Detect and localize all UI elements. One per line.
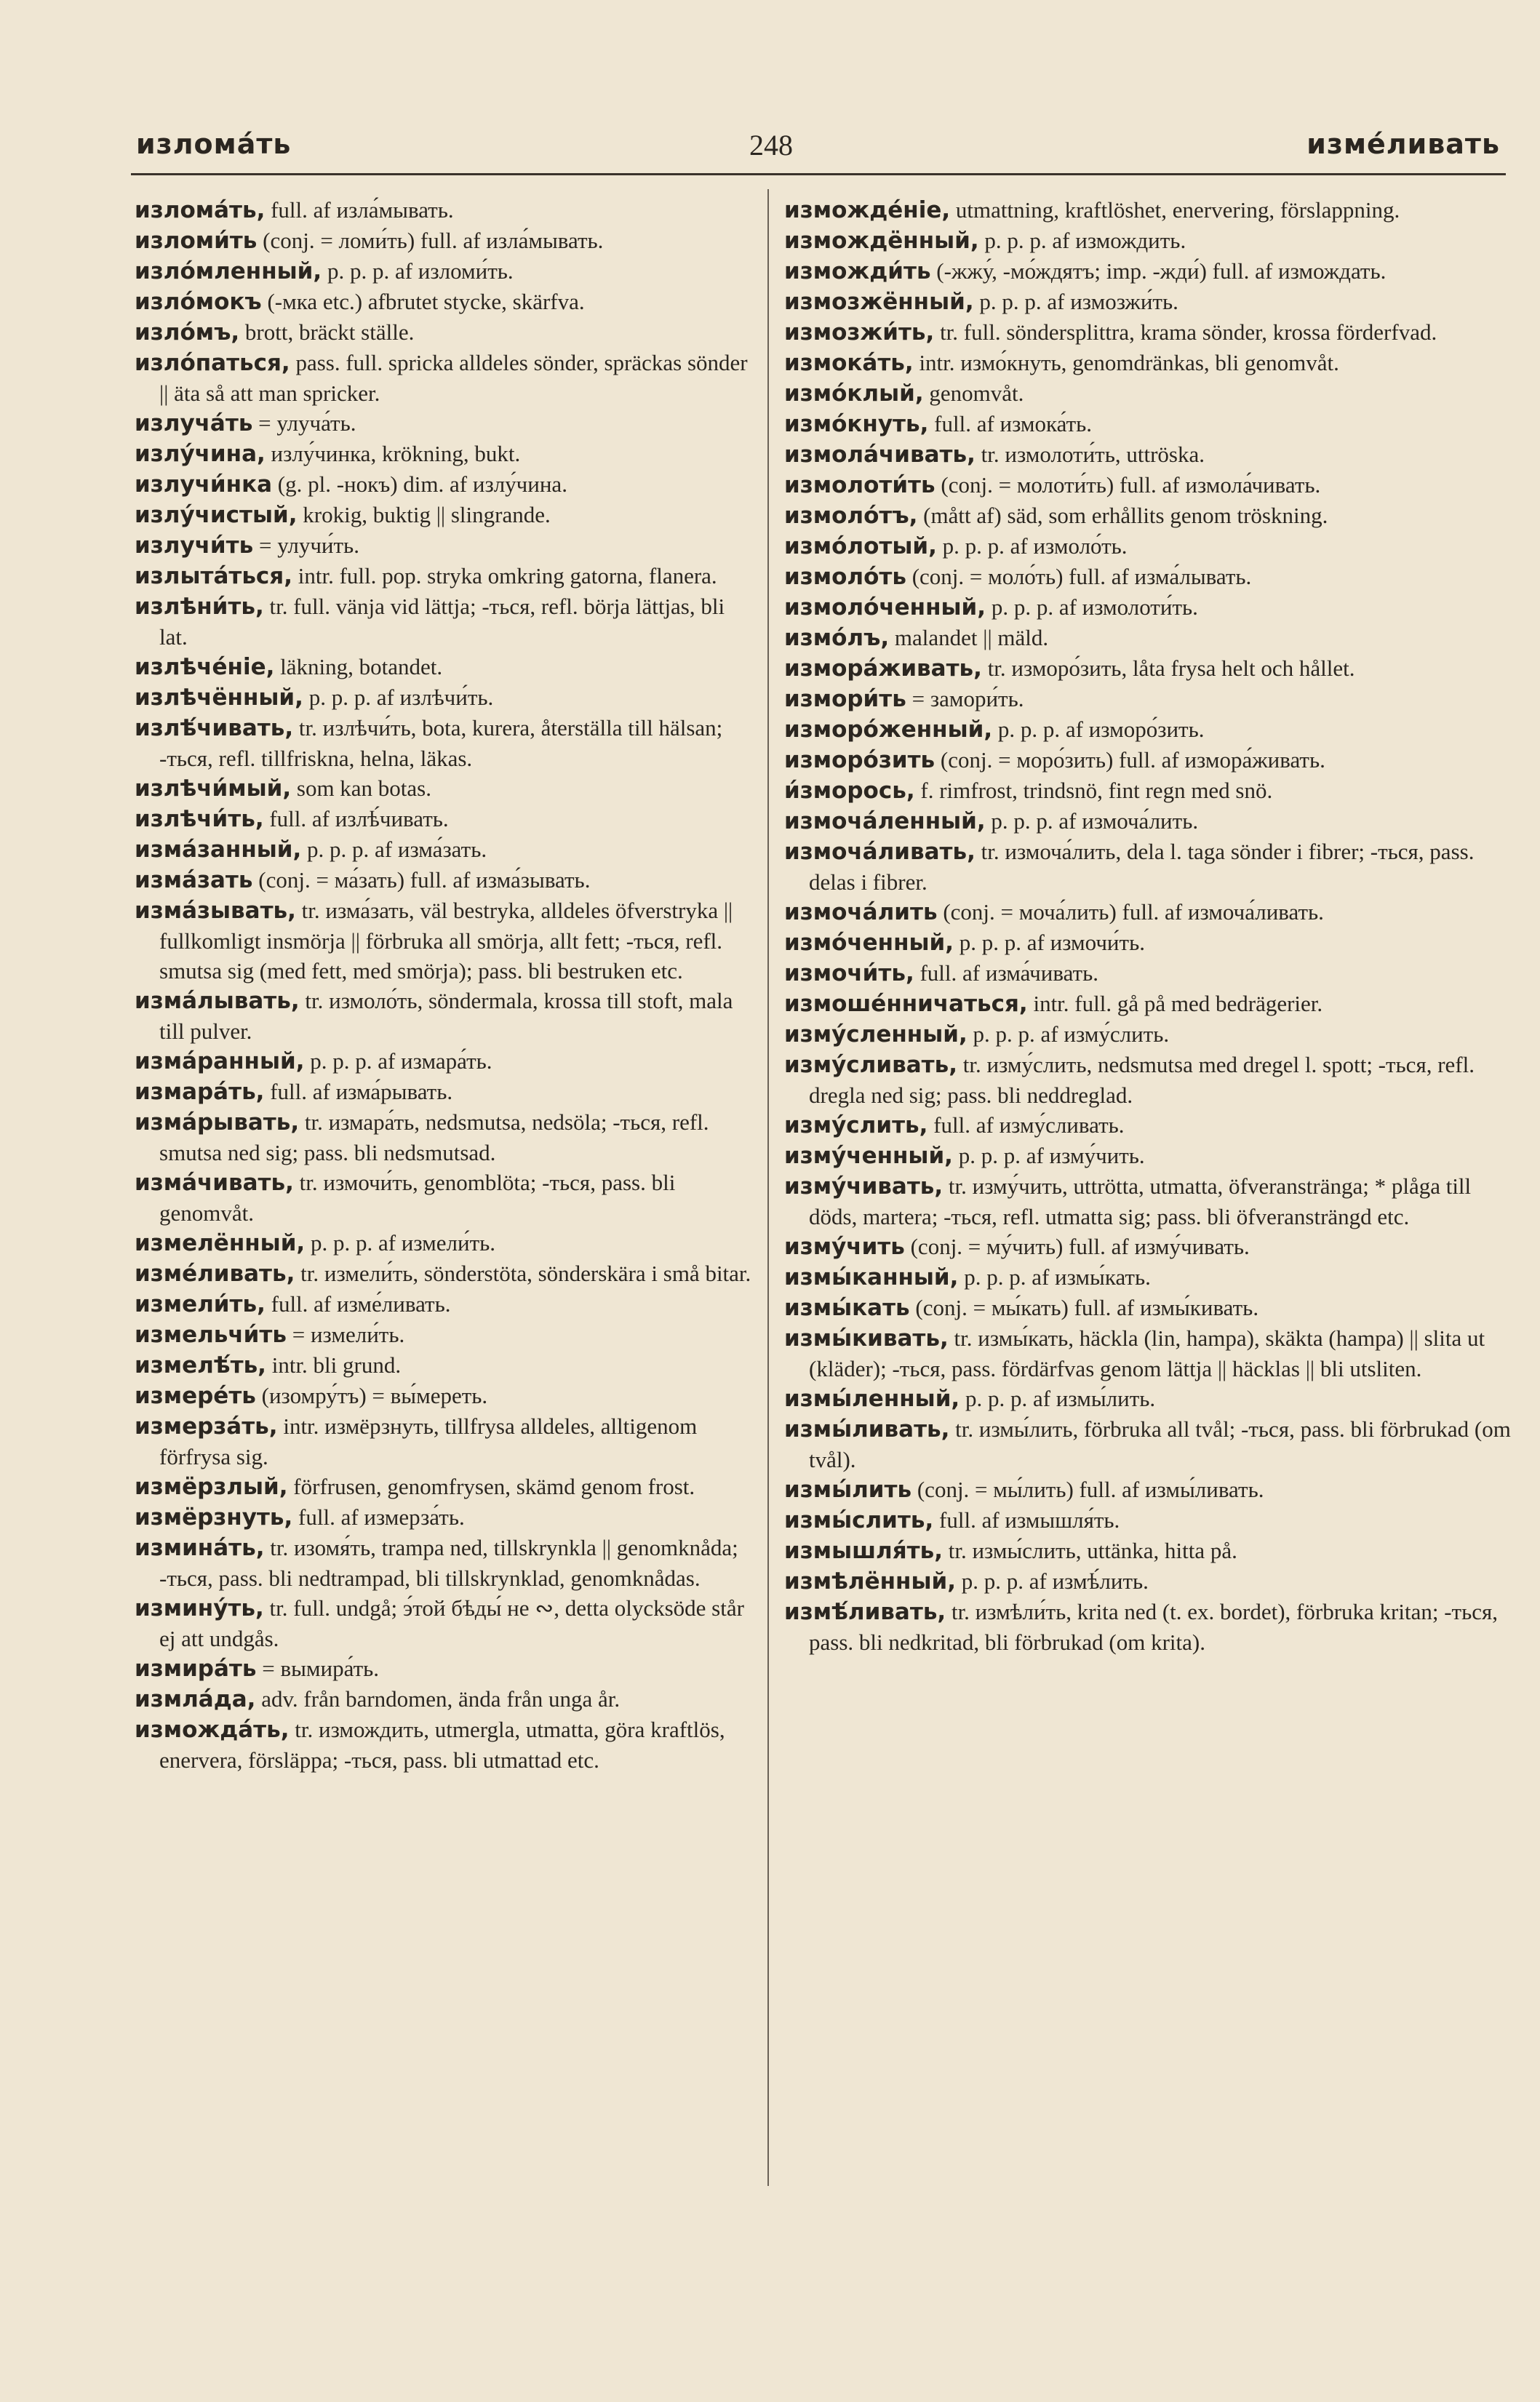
dictionary-entry bbox=[135, 256, 753, 287]
entry-headword: измѣ́ливать, bbox=[784, 1599, 946, 1625]
dictionary-entry bbox=[784, 1597, 1512, 1657]
dictionary-entry bbox=[784, 1566, 1512, 1597]
entry-definition: krokig, buktig || slingrande. bbox=[297, 502, 551, 527]
entry-definition: p. p. p. af изму́слить. bbox=[967, 1021, 1170, 1047]
entry-definition: pass. full. spricka alldeles sönder, spräckas sönder || äta så att man spricker. bbox=[159, 350, 748, 406]
entry-definition: (conj. = мы́лить) full. af измы́ливать. bbox=[911, 1477, 1264, 1502]
dictionary-entry bbox=[135, 834, 753, 865]
entry-headword: измори́ть bbox=[784, 686, 906, 712]
entry-headword: измели́ть, bbox=[135, 1291, 266, 1317]
dictionary-entry bbox=[784, 1232, 1512, 1262]
entry-headword: излѣчи́мый, bbox=[135, 775, 292, 802]
entry-definition: intr. bli grund. bbox=[266, 1352, 402, 1378]
entry-definition: p. p. p. af изломи́ть. bbox=[322, 258, 514, 284]
dictionary-entry bbox=[135, 1533, 753, 1593]
entry-headword: и́зморось, bbox=[784, 778, 915, 804]
dictionary-entry bbox=[784, 1414, 1512, 1475]
dictionary-entry bbox=[135, 561, 753, 591]
entry-definition: = замори́ть. bbox=[906, 686, 1024, 711]
dictionary-entry bbox=[135, 1472, 753, 1502]
entry-definition: (g. pl. -нокъ) dim. af излу́чина. bbox=[272, 471, 567, 497]
dictionary-entry bbox=[784, 1019, 1512, 1050]
entry-definition: intr. измёрзнуть, tillfrysa alldeles, alltigenom förfrysa sig. bbox=[159, 1413, 698, 1469]
dictionary-entry bbox=[784, 927, 1512, 958]
dictionary-entry bbox=[135, 591, 753, 652]
entry-headword: измелённый, bbox=[135, 1230, 306, 1256]
entry-definition: tr. изморо́зить, låta frysa helt och hållet. bbox=[981, 655, 1355, 681]
dictionary-entry bbox=[784, 1262, 1512, 1293]
entry-headword: измозжи́ть, bbox=[784, 319, 935, 346]
entry-definition: läkning, botandet. bbox=[274, 654, 443, 679]
entry-definition: intr. измо́кнуть, genomdränkas, bli genomvåt. bbox=[913, 350, 1339, 375]
entry-definition: full. af изму́сливать. bbox=[927, 1112, 1125, 1138]
entry-headword: изло́мокъ bbox=[135, 289, 262, 315]
entry-definition: p. p. p. af измоча́лить. bbox=[985, 808, 1199, 834]
entry-headword: излѣче́ніе, bbox=[135, 654, 275, 680]
entry-definition: tr. измы́кать, häckla (lin, hampa), skäkta (hampa) || slita ut (kläder); -ться, pass. fördärfvas genom lättja || häcklas || bli utsliten. bbox=[809, 1325, 1485, 1381]
entry-headword: излу́чистый, bbox=[135, 502, 298, 528]
dictionary-entry bbox=[784, 1536, 1512, 1566]
dictionary-entry bbox=[784, 714, 1512, 745]
dictionary-entry bbox=[784, 562, 1512, 592]
entry-definition: tr. измоча́лить, dela l. taga sönder i fibrer; -ться, pass. delas i fibrer. bbox=[809, 839, 1475, 895]
entry-definition: tr. измара́ть, nedsmutsa, nedsöla; -ться, refl. smutsa ned sig; pass. bli nedsmutsad. bbox=[159, 1109, 709, 1165]
dictionary-entry bbox=[784, 1475, 1512, 1505]
dictionary-entry bbox=[135, 317, 753, 348]
entry-headword: измёрзнуть, bbox=[135, 1504, 293, 1531]
entry-definition: p. p. p. af измождить. bbox=[978, 228, 1186, 253]
entry-headword: измы́ленный, bbox=[784, 1386, 960, 1412]
dictionary-entry bbox=[784, 470, 1512, 500]
entry-definition: genomvåt. bbox=[923, 380, 1024, 406]
dictionary-entry bbox=[135, 1077, 753, 1107]
dictionary-entry bbox=[135, 682, 753, 713]
entry-headword: измоча́лить bbox=[784, 899, 938, 925]
entry-headword: измышля́ть, bbox=[784, 1538, 943, 1564]
dictionary-entry bbox=[784, 897, 1512, 927]
entry-headword: измира́ть bbox=[135, 1656, 257, 1682]
dictionary-entry bbox=[135, 1653, 753, 1684]
entry-headword: измы́кивать, bbox=[784, 1325, 949, 1352]
dictionary-entry bbox=[784, 317, 1512, 348]
entry-definition: tr. измели́ть, sönderstöta, sönderskära i små bitar. bbox=[295, 1261, 751, 1286]
dictionary-entry bbox=[784, 989, 1512, 1019]
entry-definition: tr. измы́лить, förbruka all tvål; -ться, pass. bli förbrukad (om tvål). bbox=[809, 1416, 1511, 1472]
entry-definition: = улуча́ть. bbox=[252, 410, 356, 436]
entry-definition: tr. full. söndersplittra, krama sönder, krossa förderfvad. bbox=[934, 319, 1437, 345]
entry-definition: full. af измерза́ть. bbox=[292, 1504, 465, 1530]
entry-headword: изма́зать bbox=[135, 867, 253, 893]
column-divider bbox=[767, 189, 769, 2186]
entry-headword: изму́чивать, bbox=[784, 1173, 943, 1200]
entry-headword: измы́канный, bbox=[784, 1264, 959, 1290]
entry-headword: излучи́ть bbox=[135, 532, 254, 559]
dictionary-entry bbox=[135, 408, 753, 439]
entry-definition: = улучи́ть. bbox=[253, 532, 359, 558]
entry-headword: измы́кать bbox=[784, 1295, 910, 1321]
entry-headword: изможди́ть bbox=[784, 258, 931, 284]
entry-headword: изму́чить bbox=[784, 1234, 905, 1260]
entry-definition: tr. full. vänja vid lättja; -ться, refl. börja lättjas, bli lat. bbox=[159, 594, 725, 650]
dictionary-entry bbox=[135, 226, 753, 256]
entry-headword: измы́лить bbox=[784, 1477, 912, 1503]
dictionary-entry bbox=[135, 1107, 753, 1168]
entry-definition: full. af изма́чивать. bbox=[914, 960, 1098, 986]
dictionary-entry bbox=[784, 500, 1512, 531]
dictionary-entry bbox=[784, 287, 1512, 317]
entry-definition: p. p. p. af измели́ть. bbox=[305, 1230, 496, 1256]
dictionary-entry bbox=[135, 348, 753, 408]
entry-headword: измоча́ливать, bbox=[784, 839, 976, 865]
entry-definition: p. p. p. af изма́зать. bbox=[301, 837, 487, 862]
entry-definition: tr. излѣчи́ть, bota, kurera, återställa till hälsan; -ться, refl. tillfriskna, helna, läkas. bbox=[159, 715, 723, 771]
entry-headword: измока́ть, bbox=[784, 350, 914, 376]
entry-definition: tr. изма́зать, väl bestryka, alldeles öfverstryka || fullkomligt insmörja || förbruka all smörja, allt fett; -ться, refl. smutsa sig (med fett, med smörja); pass. bli bestruken etc. bbox=[159, 898, 733, 983]
dictionary-entry bbox=[135, 773, 753, 804]
entry-definition: (conj. = моро́зить) full. af измора́живать. bbox=[935, 747, 1325, 773]
entry-definition: p. p. p. af измы́лить. bbox=[959, 1386, 1156, 1411]
dictionary-entry bbox=[784, 745, 1512, 775]
entry-definition: p. p. p. af излѣчи́ть. bbox=[303, 685, 494, 710]
dictionary-entry bbox=[135, 530, 753, 561]
entry-headword: измѣлённый, bbox=[784, 1568, 956, 1595]
dictionary-entry bbox=[135, 439, 753, 469]
entry-definition: p. p. p. af изму́чить. bbox=[952, 1143, 1145, 1168]
entry-headword: изма́ранный, bbox=[135, 1048, 305, 1074]
entry-headword: измла́да, bbox=[135, 1686, 256, 1712]
entry-definition: tr. изму́слить, nedsmutsa med dregel l. spott; -ться, refl. dregla ned sig; pass. bli neddreglad. bbox=[809, 1052, 1475, 1108]
dictionary-entry bbox=[784, 653, 1512, 684]
entry-headword: измо́лотый, bbox=[784, 533, 937, 559]
dictionary-entry bbox=[135, 895, 753, 986]
dictionary-entry bbox=[135, 1684, 753, 1715]
entry-headword: измы́ливать, bbox=[784, 1416, 950, 1443]
entry-definition: = вымира́ть. bbox=[256, 1656, 380, 1681]
entry-headword: изло́паться, bbox=[135, 350, 290, 376]
entry-headword: измо́лъ, bbox=[784, 625, 890, 651]
entry-headword: излѣчи́ть, bbox=[135, 806, 264, 832]
entry-definition: adv. från barndomen, ända från unga år. bbox=[255, 1686, 621, 1712]
entry-headword: измы́слить, bbox=[784, 1507, 934, 1533]
dictionary-entry bbox=[135, 1320, 753, 1350]
entry-definition: tr. изму́чить, uttrötta, utmatta, öfveranstränga; * plåga till döds, martera; -ться, refl. utmatta sig; pass. bli öfveransträngd etc. bbox=[809, 1173, 1472, 1229]
dictionary-entry bbox=[784, 623, 1512, 653]
entry-headword: измозжённый, bbox=[784, 289, 974, 315]
dictionary-entry bbox=[784, 1293, 1512, 1323]
entry-definition: tr. измоло́ть, söndermala, krossa till stoft, mala till pulver. bbox=[159, 988, 733, 1044]
entry-definition: intr. full. gå på med bedrägerier. bbox=[1027, 991, 1323, 1016]
entry-headword: измолоти́ть bbox=[784, 472, 935, 498]
entry-headword: измину́ть, bbox=[135, 1595, 264, 1621]
entry-definition: full. af изма́рывать. bbox=[264, 1079, 453, 1104]
dictionary-entry bbox=[784, 1110, 1512, 1141]
dictionary-entry bbox=[784, 684, 1512, 714]
entry-definition: = измели́ть. bbox=[286, 1322, 405, 1347]
dictionary-entry bbox=[784, 592, 1512, 623]
entry-headword: изму́ченный, bbox=[784, 1143, 953, 1169]
entry-headword: изло́мленный, bbox=[135, 258, 322, 284]
dictionary-entry bbox=[135, 1411, 753, 1472]
entry-definition: tr. измождить, utmergla, utmatta, göra kraftlös, enervera, försläppa; -ться, pass. bli utmattad etc. bbox=[159, 1717, 725, 1773]
dictionary-entry bbox=[135, 1258, 753, 1289]
entry-definition: (conj. = ма́зать) full. af изма́зывать. bbox=[252, 867, 591, 893]
entry-headword: изма́занный, bbox=[135, 837, 302, 863]
entry-definition: p. p. p. af измозжи́ть. bbox=[973, 289, 1178, 314]
entry-definition: (-мка etc.) afbrutet stycke, skärfva. bbox=[261, 289, 585, 314]
dictionary-entry bbox=[135, 865, 753, 895]
entry-headword: изму́сливать, bbox=[784, 1052, 957, 1078]
entry-definition: tr. изомя́ть, trampa ned, tillskrynkla || genomknåda; -ться, pass. bli nedtrampad, bli tillskrynklad, genomknådas. bbox=[159, 1535, 738, 1591]
entry-definition: (conj. = молоти́ть) full. af измола́чивать. bbox=[935, 472, 1321, 498]
dictionary-entry bbox=[784, 1384, 1512, 1414]
dictionary-entry bbox=[135, 1289, 753, 1320]
entry-definition: (изомру́тъ) = вы́мереть. bbox=[255, 1383, 488, 1408]
entry-definition: p. p. p. af измоло́ть. bbox=[936, 533, 1128, 559]
entry-headword: изму́слить, bbox=[784, 1112, 928, 1138]
dictionary-entry bbox=[784, 958, 1512, 989]
running-head-left: излома́ть bbox=[136, 128, 292, 160]
entry-headword: изма́зывать, bbox=[135, 898, 296, 924]
entry-definition: p. p. p. af измара́ть. bbox=[304, 1048, 492, 1074]
entry-headword: измере́ть bbox=[135, 1383, 256, 1409]
entry-definition: p. p. p. af измѣ́лить. bbox=[955, 1568, 1149, 1594]
dictionary-entry bbox=[135, 500, 753, 530]
entry-headword: изма́лывать, bbox=[135, 988, 300, 1014]
dictionary-entry bbox=[135, 1715, 753, 1775]
dictionary-entry bbox=[784, 439, 1512, 470]
header-rule bbox=[131, 173, 1506, 175]
entry-headword: изло́мъ, bbox=[135, 319, 240, 346]
entry-headword: измола́чивать, bbox=[784, 442, 976, 468]
entry-definition: full. af изла́мывать. bbox=[265, 197, 454, 223]
entry-definition: (conj. = моло́ть) full. af изма́лывать. bbox=[906, 564, 1252, 589]
entry-definition: tr. full. undgå; э́той бѣды́ не ∾, detta olycksöde står ej att undgås. bbox=[159, 1595, 744, 1651]
dictionary-entry bbox=[784, 226, 1512, 256]
entry-headword: изможде́ніе, bbox=[784, 197, 951, 223]
running-head-right: изме́ливать bbox=[1306, 128, 1500, 160]
entry-headword: измелѣ́ть, bbox=[135, 1352, 266, 1378]
dictionary-entry bbox=[784, 531, 1512, 562]
entry-definition: tr. измолоти́ть, uttröska. bbox=[975, 442, 1205, 467]
right-column bbox=[784, 195, 1512, 1657]
dictionary-entry bbox=[784, 1505, 1512, 1536]
dictionary-entry bbox=[135, 195, 753, 226]
entry-headword: измёрзлый, bbox=[135, 1474, 288, 1500]
entry-definition: full. af измышля́ть. bbox=[933, 1507, 1120, 1533]
entry-headword: измочи́ть, bbox=[784, 960, 914, 986]
dictionary-entry bbox=[135, 1350, 753, 1381]
entry-definition: tr. измочи́ть, genomblöta; -ться, pass. bli genomvåt. bbox=[159, 1170, 676, 1226]
entry-headword: излѣ́чивать, bbox=[135, 715, 294, 741]
dictionary-entry bbox=[135, 1168, 753, 1228]
entry-headword: измельчи́ть bbox=[135, 1322, 287, 1348]
dictionary-entry bbox=[784, 1171, 1512, 1232]
entry-definition: p. p. p. af измолоти́ть. bbox=[986, 594, 1198, 620]
dictionary-entry bbox=[135, 804, 753, 834]
entry-headword: излуча́ть bbox=[135, 410, 253, 436]
entry-headword: измождённый, bbox=[784, 228, 979, 254]
entry-definition: излу́чинка, krökning, bukt. bbox=[265, 441, 521, 466]
entry-definition: utmattning, kraftlöshet, enervering, förslappning. bbox=[950, 197, 1400, 223]
dictionary-entry bbox=[784, 195, 1512, 226]
entry-headword: измора́живать, bbox=[784, 655, 982, 682]
entry-definition: malandet || mäld. bbox=[889, 625, 1049, 650]
entry-headword: изморо́женный, bbox=[784, 717, 993, 743]
entry-definition: (conj. = мы́кать) full. af измы́кивать. bbox=[909, 1295, 1259, 1320]
entry-headword: изма́чивать, bbox=[135, 1170, 294, 1196]
entry-headword: измоча́ленный, bbox=[784, 808, 986, 834]
entry-definition: p. p. p. af измы́кать. bbox=[958, 1264, 1151, 1290]
entry-headword: измо́клый, bbox=[784, 380, 924, 407]
entry-definition: p. p. p. af изморо́зить. bbox=[992, 717, 1205, 742]
entry-headword: излѣни́ть, bbox=[135, 594, 264, 620]
entry-definition: intr. full. pop. stryka omkring gatorna, flanera. bbox=[292, 563, 717, 588]
entry-headword: изможда́ть, bbox=[135, 1717, 290, 1743]
dictionary-entry bbox=[784, 837, 1512, 897]
entry-definition: (conj. = му́чить) full. af изму́чивать. bbox=[904, 1234, 1250, 1259]
entry-headword: изморо́зить bbox=[784, 747, 935, 773]
entry-headword: измоло́ть bbox=[784, 564, 906, 590]
entry-definition: (conj. = моча́лить) full. af измоча́ливать. bbox=[937, 899, 1324, 925]
entry-headword: измоло́ченный, bbox=[784, 594, 986, 621]
dictionary-entry bbox=[784, 378, 1512, 409]
dictionary-entry bbox=[135, 713, 753, 773]
dictionary-entry bbox=[784, 775, 1512, 806]
entry-definition: som kan botas. bbox=[291, 775, 431, 801]
dictionary-entry bbox=[784, 409, 1512, 439]
entry-definition: full. af излѣ́чивать. bbox=[263, 806, 449, 831]
entry-headword: излыта́ться, bbox=[135, 563, 292, 589]
entry-headword: излу́чина, bbox=[135, 441, 266, 467]
entry-headword: измерза́ть, bbox=[135, 1413, 278, 1440]
dictionary-entry bbox=[135, 1381, 753, 1411]
entry-definition: tr. измы́слить, uttänka, hitta på. bbox=[942, 1538, 1237, 1563]
dictionary-entry bbox=[784, 1141, 1512, 1171]
entry-headword: излома́ть, bbox=[135, 197, 266, 223]
entry-definition: (conj. = ломи́ть) full. af изла́мывать. bbox=[257, 228, 604, 253]
dictionary-entry bbox=[135, 469, 753, 500]
entry-headword: измоло́тъ, bbox=[784, 503, 918, 529]
dictionary-entry bbox=[135, 986, 753, 1046]
entry-headword: измоше́нничаться, bbox=[784, 991, 1028, 1017]
entry-definition: (-жжу́, -мо́ждятъ; imp. -жди́) full. af измождать. bbox=[930, 258, 1387, 284]
entry-headword: изломи́ть bbox=[135, 228, 258, 254]
entry-definition: (mått af) säd, som erhållits genom tröskning. bbox=[917, 503, 1328, 528]
page-number: 248 bbox=[749, 129, 793, 161]
entry-headword: излѣчённый, bbox=[135, 685, 303, 711]
entry-definition: f. rimfrost, trindsnö, fint regn med snö. bbox=[914, 778, 1273, 803]
entry-headword: измо́ченный, bbox=[784, 930, 954, 956]
dictionary-entry bbox=[135, 652, 753, 682]
dictionary-entry bbox=[135, 287, 753, 317]
entry-headword: излучи́нка bbox=[135, 471, 273, 498]
entry-headword: измара́ть, bbox=[135, 1079, 265, 1105]
entry-headword: изма́рывать, bbox=[135, 1109, 300, 1136]
entry-headword: изму́сленный, bbox=[784, 1021, 968, 1048]
entry-definition: brott, bräckt ställe. bbox=[239, 319, 415, 345]
entry-headword: измина́ть, bbox=[135, 1535, 265, 1561]
dictionary-entry bbox=[784, 256, 1512, 287]
dictionary-entry bbox=[784, 348, 1512, 378]
dictionary-entry bbox=[784, 806, 1512, 837]
entry-definition: full. af изме́ливать. bbox=[265, 1291, 451, 1317]
dictionary-entry bbox=[135, 1502, 753, 1533]
dictionary-entry bbox=[784, 1323, 1512, 1384]
dictionary-entry bbox=[135, 1228, 753, 1258]
entry-headword: изме́ливать, bbox=[135, 1261, 295, 1287]
entry-headword: измо́кнуть, bbox=[784, 411, 929, 437]
entry-definition: full. af измока́ть. bbox=[928, 411, 1093, 436]
left-column bbox=[135, 195, 753, 1775]
entry-definition: tr. измѣли́ть, krita ned (t. ex. bordet), förbruka kritan; -ться, pass. bli nedkritad, bli förbrukad (om krita). bbox=[809, 1599, 1498, 1655]
entry-definition: förfrusen, genomfrysen, skämd genom frost. bbox=[287, 1474, 695, 1499]
dictionary-entry bbox=[135, 1593, 753, 1653]
entry-definition: p. p. p. af измочи́ть. bbox=[954, 930, 1145, 955]
dictionary-entry bbox=[135, 1046, 753, 1077]
dictionary-entry bbox=[784, 1050, 1512, 1110]
